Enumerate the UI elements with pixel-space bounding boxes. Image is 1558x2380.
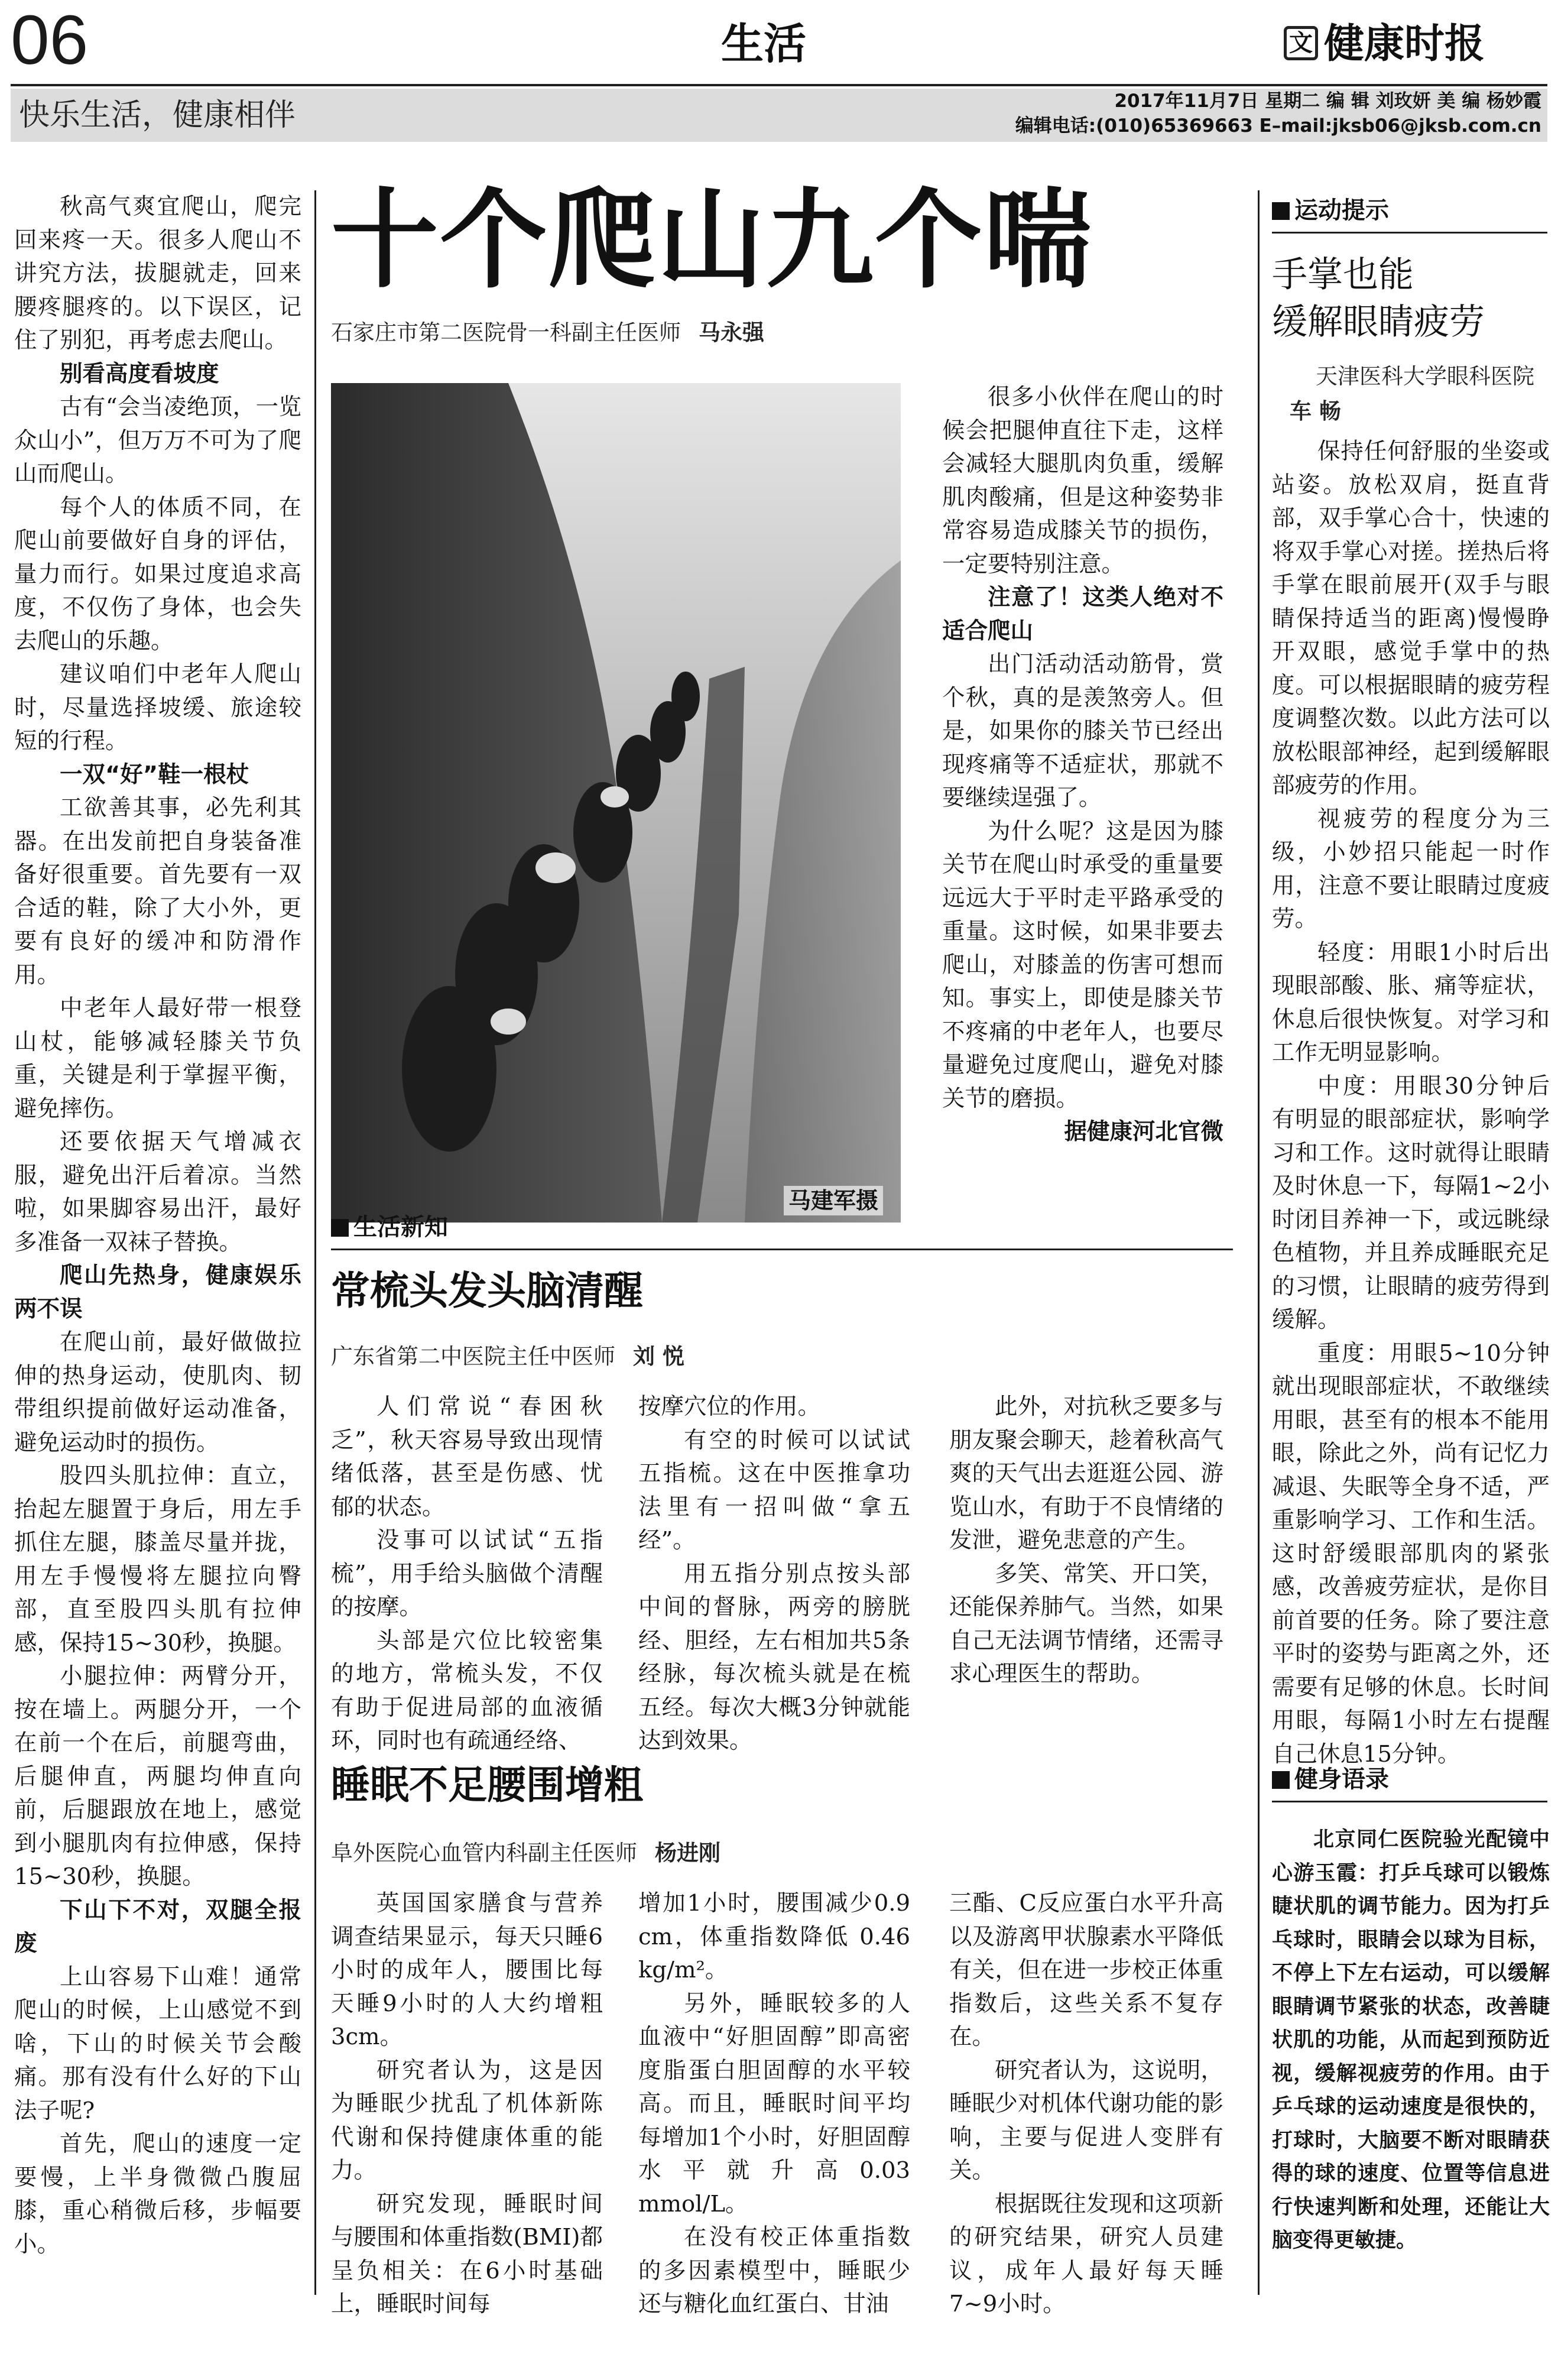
subheading: 下山下不对，双腿全报废 — [14, 1896, 301, 1957]
article-sleep-byline — [331, 1838, 720, 1868]
column-rule-right — [1258, 190, 1260, 2295]
article-comb-byline-name: 刘 悦 — [633, 1344, 684, 1369]
paragraph: 在爬山前，最好做做拉伸的热身运动，使肌肉、韧带组织提前做好运动准备，避免运动时的损伤。 — [14, 1329, 301, 1456]
life-news-label — [331, 1212, 448, 1243]
paragraph: 此外，对抗秋乏要多与朋友聚会聊天，趁着秋高气爽的天气出去逛逛公园、游览山水，有助于不良情绪的发泄，避免悲意的产生。 — [949, 1393, 1223, 1554]
article-comb-title: 常梳头发头脑清醒 — [331, 1268, 643, 1314]
fitness-quote-rule — [1272, 1801, 1547, 1802]
paragraph: 秋高气爽宜爬山，爬完回来疼一天。很多人爬山不讲究方法，拔腿就走，回来腰疼腿疼的。以下误区，记住了别犯，再考虑去爬山。 — [14, 193, 301, 354]
sport-tip-byline-org: 天津医科大学眼科医院 — [1316, 364, 1534, 389]
paragraph: 据健康河北官微 — [1064, 1118, 1223, 1145]
sport-tip-label — [1272, 195, 1389, 226]
paragraph: 轻度：用眼1小时后出现眼部酸、胀、痛等症状，休息后很快恢复。对学习和工作无明显影响。 — [1272, 939, 1550, 1066]
paragraph: 研究者认为，这是因为睡眠少扰乱了机体新陈代谢和保持健康体重的能力。 — [331, 2057, 603, 2184]
paragraph: 北京同仁医院验光配镜中心游玉霞：打乒乓球可以锻炼睫状肌的调节能力。因为打乒乓球时，眼睛会以球为目标，不停上下左右运动，可以缓解眼睛调节紧张的状态，改善睫状肌的功能，从而起到预防近视，缓解视疲劳的作用。由于乒乓球的运动速度是很快的，打球时，大脑要不断对眼睛获得的球的速度、位置等信息进行快速判断和处理，还能让大脑变得更敏捷。 — [1272, 1828, 1550, 2252]
paragraph: 小腿拉伸：两臂分开，按在墙上。两腿分开，一个在前一个在后，前腿弯曲，后腿伸直，两腿均伸直向前，后腿跟放在地上，感觉到小腿肌肉有拉伸感，保持15~30秒，换腿。 — [14, 1663, 301, 1890]
sport-tip-title-1: 手掌也能 — [1272, 254, 1414, 296]
issue-editors: 2017年11月7日 星期二 编 辑 刘玫妍 美 编 杨妙霞 — [1114, 90, 1541, 112]
paragraph: 没事可以试试“五指梳”，用手给头脑做个清醒的按摩。 — [331, 1527, 603, 1620]
article-sleep-byline-org: 阜外医院心血管内科副主任医师 — [331, 1840, 637, 1866]
paragraph: 用五指分别点按头部中间的督脉，两旁的膀胱经、胆经，左右相加共5条经脉，每次梳头就是在梳五经。每次大概3分钟就能达到效果。 — [638, 1560, 910, 1754]
newspaper-logo: 健康时报 — [1324, 20, 1485, 67]
paragraph: 为什么呢？这是因为膝关节在爬山时承受的重量要远远大于平时走平路承受的重量。这时候，如果非要去爬山，对膝盖的伤害可想而知。事实上，即使是膝关节不疼痛的中老年人，也要尽量避免过度爬山，避免对膝关节的磨损。 — [942, 818, 1223, 1112]
hiking-photo — [331, 383, 901, 1223]
paragraph: 三酯、C反应蛋白水平升高以及游离甲状腺素水平降低有关，但在进一步校正体重指数后，这些关系不复存在。 — [949, 1890, 1223, 2050]
life-news-rule — [331, 1249, 1233, 1250]
page-number: 06 — [11, 1, 89, 79]
logo-mark-icon: 文 — [1284, 26, 1318, 60]
paragraph: 根据既往发现和这项新的研究结果，研究人员建议，成年人最好每天睡7~9小时。 — [949, 2190, 1223, 2317]
paragraph: 研究者认为，这说明，睡眠少对机体代谢功能的影响，主要与促进人变胖有关。 — [949, 2057, 1223, 2184]
paragraph: 中老年人最好带一根登山杖，能够减轻膝关节负重，关键是利于掌握平衡，避免摔伤。 — [14, 995, 301, 1122]
paragraph: 有空的时候可以试试五指梳。这在中医推拿功法里有一招叫做“拿五经”。 — [638, 1426, 910, 1554]
fitness-quote-label-text: 健身语录 — [1294, 1766, 1389, 1793]
article-sleep-title: 睡眠不足腰围增粗 — [331, 1762, 643, 1808]
paragraph: 工欲善其事，必先利其器。在出发前把自身装备准备好很重要。首先要有一双合适的鞋，除了大小外，更要有良好的缓冲和防滑作用。 — [14, 795, 301, 988]
sport-tip-byline — [1272, 359, 1551, 429]
main-byline-org: 石家庄市第二医院骨一科副主任医师 — [331, 320, 681, 345]
paragraph: 增加1小时，腰围减少0.9 cm，体重指数降低 0.46 kg/m²。 — [638, 1890, 910, 1983]
article-comb-column-2 — [638, 1390, 910, 1758]
paragraph: 另外，睡眠较多的人血液中“好胆固醇”即高密度脂蛋白胆固醇的水平较高。而且，睡眠时间平均每增加1个小时，好胆固醇水平就升高0.03 mmol/L。 — [638, 1990, 910, 2217]
paragraph: 研究发现，睡眠时间与腰围和体重指数(BMI)都呈负相关：在6小时基础上，睡眠时间每 — [331, 2190, 603, 2317]
paragraph: 中度：用眼30分钟后有明显的眼部症状，影响学习和工作。这时就得让眼睛及时休息一下，每隔1~2小时闭目养神一下，或远眺绿色植物，并且养成睡眠充足的习惯，让眼睛的疲劳得到缓解。 — [1272, 1072, 1550, 1333]
subheading: 注意了！这类人绝对不适合爬山 — [942, 584, 1223, 644]
paragraph: 英国国家膳食与营养调查结果显示，每天只睡6小时的成年人，腰围比每天睡9小时的人大约增粗3cm。 — [331, 1890, 603, 2050]
article-sleep-column-1 — [331, 1887, 603, 2321]
paragraph: 在没有校正体重指数的多因素模型中，睡眠少还与糖化血红蛋白、甘油 — [638, 2224, 910, 2317]
sport-tip-title-2: 缓解眼睛疲劳 — [1272, 301, 1485, 343]
main-byline-name: 马永强 — [699, 320, 764, 345]
paragraph: 按摩穴位的作用。 — [638, 1393, 821, 1420]
section-square-icon — [1272, 202, 1290, 220]
article-sleep-byline-name: 杨进刚 — [655, 1840, 720, 1866]
article-sleep-column-2 — [638, 1887, 910, 2321]
paragraph: 人们常说“春困秋乏”，秋天容易导致出现情绪低落，甚至是伤感、忧郁的状态。 — [331, 1393, 603, 1520]
paragraph: 重度：用眼5~10分钟就出现眼部症状，不敢继续用眼，甚至有的根本不能用眼，除此之外，尚有记忆力减退、失眠等全身不适，严重影响学习、工作和生活。这时舒缓眼部肌肉的紧张感，改善疲劳症状，是你目前首要的任务。除了要注意平时的姿势与距离之外，还需要有足够的休息。长时间用眼，每隔1小时左右提醒自己休息15分钟。 — [1272, 1340, 1550, 1768]
sport-tip-byline-name: 车 畅 — [1290, 398, 1341, 424]
fitness-quote-label — [1272, 1764, 1389, 1795]
paragraph: 股四头肌拉伸：直立，抬起左腿置于身后，用左手抓住左腿，膝盖尽量并拢，用左手慢慢将左腿拉向臀部，直至股四头肌有拉伸感，保持15~30秒，换腿。 — [14, 1463, 301, 1656]
main-article-right-column — [942, 381, 1223, 1149]
section-title: 生活 — [721, 19, 807, 69]
paragraph: 头部是穴位比较密集的地方，常梳头发，不仅有助于促进局部的血液循环，同时也有疏通经络、 — [331, 1627, 603, 1754]
hiking-photo-image — [331, 383, 901, 1223]
section-square-icon — [1272, 1771, 1290, 1789]
main-byline — [331, 318, 764, 348]
sport-tip-body — [1272, 435, 1550, 1771]
article-comb-byline — [331, 1342, 684, 1371]
column-rule-left — [314, 190, 316, 2295]
article-comb-byline-org: 广东省第二中医院主任中医师 — [331, 1344, 615, 1369]
paragraph: 每个人的体质不同，在爬山前要做好自身的评估，量力而行。如果过度追求高度，不仅伤了身体，也会失去爬山的乐趣。 — [14, 494, 301, 654]
subheading: 别看高度看坡度 — [60, 360, 219, 387]
paragraph: 出门活动活动筋骨，赏个秋，真的是羡煞旁人。但是，如果你的膝关节已经出现疼痛等不适症状，那就不要继续逞强了。 — [942, 651, 1223, 811]
subheading: 一双“好”鞋一根杖 — [60, 761, 249, 788]
paragraph: 还要依据天气增减衣服，避免出汗后着凉。当然啦，如果脚容易出汗，最好多准备一双袜子替换。 — [14, 1129, 301, 1256]
main-article-left-column — [14, 190, 301, 2261]
paragraph: 建议咱们中老年人爬山时，尽量选择坡缓、旅途较短的行程。 — [14, 661, 301, 754]
paragraph: 首先，爬山的速度一定要慢，上半身微微凸腹屈膝，重心稍微后移，步幅要小。 — [14, 2131, 301, 2258]
paragraph: 很多小伙伴在爬山的时候会把腿伸直往下走，这样会减轻大腿肌肉负重，缓解肌肉酸痛，但是这种姿势非常容易造成膝关节的损伤，一定要特别注意。 — [942, 384, 1223, 578]
paragraph: 多笑、常笑、开口笑，还能保养肺气。当然，如果自己无法调节情绪，还需寻求心理医生的帮助。 — [949, 1560, 1223, 1687]
fitness-quote-body — [1272, 1823, 1550, 2258]
header-rule — [11, 84, 1547, 86]
subheading: 爬山先热身，健康娱乐两不误 — [14, 1262, 301, 1322]
paragraph: 上山容易下山难！通常爬山的时候，上山感觉不到啥，下山的时候关节会酸痛。那有没有什么好的下山法子呢? — [14, 1963, 301, 2124]
sport-tip-label-text: 运动提示 — [1294, 197, 1389, 224]
sport-tip-rule — [1272, 232, 1547, 234]
section-square-icon — [331, 1219, 349, 1237]
article-sleep-column-3 — [949, 1887, 1223, 2321]
paragraph: 保持任何舒服的坐姿或站姿。放松双肩，挺直背部，双手掌心合十，快速的将双手掌心对搓。搓热后将手掌在眼前展开(双手与眼睛保持适当的距离)慢慢睁开双眼，感觉手掌中的热度。可以根据眼睛的疲劳程度调整次数。以此方法可以放松眼部神经，起到缓解眼部疲劳的作用。 — [1272, 438, 1550, 799]
paragraph: 古有“会当凌绝顶，一览众山小”，但万万不可为了爬山而爬山。 — [14, 394, 301, 487]
main-headline: 十个爬山九个喘 — [331, 176, 1092, 303]
paragraph: 视疲劳的程度分为三级，小妙招只能起一时作用，注意不要让眼睛过度疲劳。 — [1272, 805, 1550, 932]
article-comb-column-3 — [949, 1390, 1223, 1691]
editor-contact: 编辑电话:(010)65369663 E–mail:jksb06@jksb.com.cn — [1015, 115, 1541, 137]
photo-credit: 马建军摄 — [784, 1186, 883, 1215]
life-news-label-text: 生活新知 — [353, 1214, 448, 1241]
slogan: 快乐生活，健康相伴 — [19, 98, 296, 133]
article-comb-column-1 — [331, 1390, 603, 1758]
